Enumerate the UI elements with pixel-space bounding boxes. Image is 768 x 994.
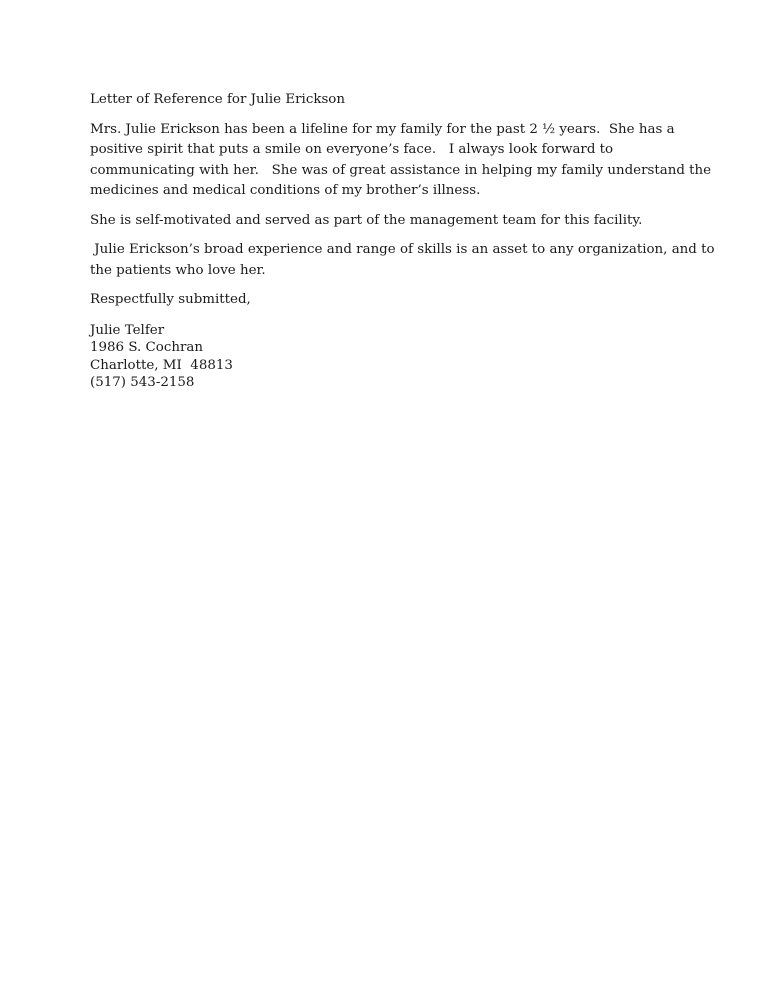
signer-phone: (517) 543-2158 — [90, 375, 195, 390]
paragraph-2 — [90, 211, 690, 232]
closing-line: Respectfully submitted, — [90, 292, 251, 307]
signer-street: 1986 S. Cochran — [90, 340, 203, 355]
signer-name: Julie Telfer — [90, 322, 165, 338]
paragraph-line: Mrs. Julie Erickson has been a lifeline for my family for the past 2 ½ years. She has a — [90, 121, 675, 137]
paragraph-line: the patients who love her. — [90, 262, 266, 278]
paragraph-line: Julie Erickson’s broad experience and range of skills is an asset to any organization, and to — [90, 242, 715, 257]
signer-city: Charlotte, MI 48813 — [90, 357, 233, 373]
paragraph-line: She is self-motivated and served as part of the management team for this facility. — [90, 212, 643, 228]
paragraph-line: communicating with her. She was of great assistance in helping my family understand the — [90, 162, 712, 178]
signature-block — [90, 322, 690, 392]
letter-body — [90, 90, 715, 392]
letter-title: Letter of Reference for Julie Erickson — [90, 92, 345, 107]
paragraph-1 — [90, 120, 712, 202]
paragraph-3 — [90, 240, 715, 281]
paragraph-line: positive spirit that puts a smile on everyone’s face. I always look forward to — [90, 142, 614, 157]
paragraph-line: medicines and medical conditions of my brother’s illness. — [90, 183, 481, 198]
